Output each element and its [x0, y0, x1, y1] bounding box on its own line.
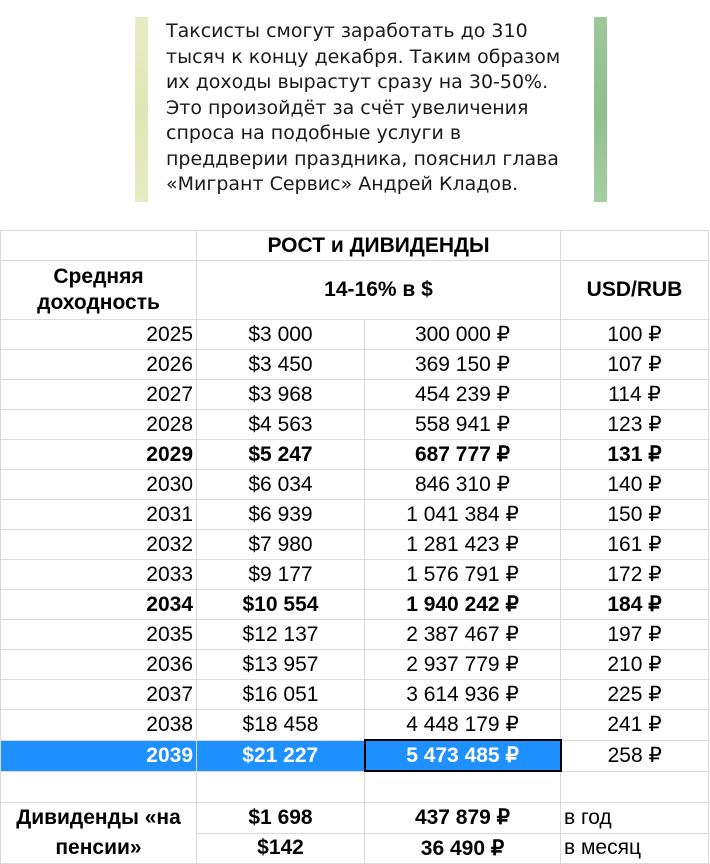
table-row	[1, 560, 709, 590]
spacer-row	[1, 771, 709, 803]
rub-cell: 2 387 467 ₽	[365, 620, 561, 650]
year-cell: 2038	[1, 710, 197, 741]
table-row	[1, 530, 709, 560]
fx-cell: 241 ₽	[561, 710, 709, 741]
dividends-year-unit: в год	[561, 803, 709, 834]
year-cell: 2034	[1, 590, 197, 620]
rub-cell: 1 576 791 ₽	[365, 560, 561, 590]
usd-cell: $5 247	[197, 440, 365, 470]
rub-cell: 687 777 ₽	[365, 440, 561, 470]
table-row	[1, 710, 709, 741]
fx-cell: 100 ₽	[561, 320, 709, 350]
quote-left-bar	[135, 17, 148, 202]
fx-cell: 210 ₽	[561, 650, 709, 680]
table-row	[1, 500, 709, 530]
table-row	[1, 440, 709, 470]
quote-right-bar	[594, 17, 607, 202]
rub-cell: 558 941 ₽	[365, 410, 561, 440]
table-row	[1, 350, 709, 380]
rub-cell: 454 239 ₽	[365, 380, 561, 410]
usd-cell: $4 563	[197, 410, 365, 440]
usd-cell: $3 450	[197, 350, 365, 380]
dividends-month-rub: 36 490 ₽	[365, 833, 561, 864]
dividends-year-rub: 437 879 ₽	[365, 803, 561, 834]
year-cell: 2031	[1, 500, 197, 530]
fx-cell: 197 ₽	[561, 620, 709, 650]
year-cell: 2026	[1, 350, 197, 380]
fx-cell: 258 ₽	[561, 740, 709, 771]
fx-cell: 172 ₽	[561, 560, 709, 590]
table-row	[1, 650, 709, 680]
dividends-year-row	[1, 803, 709, 834]
fx-cell: 140 ₽	[561, 470, 709, 500]
empty-cell	[1, 771, 197, 803]
rub-cell: 1 940 242 ₽	[365, 590, 561, 620]
usd-cell: $7 980	[197, 530, 365, 560]
year-cell: 2036	[1, 650, 197, 680]
dividends-month-usd: $142	[197, 833, 365, 864]
table-row	[1, 410, 709, 440]
fx-cell: 150 ₽	[561, 500, 709, 530]
year-cell: 2025	[1, 320, 197, 350]
rub-cell: 3 614 936 ₽	[365, 680, 561, 710]
year-cell: 2027	[1, 380, 197, 410]
year-cell: 2029	[1, 440, 197, 470]
empty-cell	[1, 231, 197, 261]
empty-cell	[365, 771, 561, 803]
dividends-year-usd: $1 698	[197, 803, 365, 834]
rub-cell: 369 150 ₽	[365, 350, 561, 380]
rub-cell: 300 000 ₽	[365, 320, 561, 350]
rub-cell: 5 473 485 ₽	[365, 740, 561, 771]
fx-cell: 107 ₽	[561, 350, 709, 380]
fx-cell: 114 ₽	[561, 380, 709, 410]
table-row	[1, 470, 709, 500]
rate-label: 14-16% в $	[197, 261, 561, 320]
year-cell: 2035	[1, 620, 197, 650]
fx-cell: 161 ₽	[561, 530, 709, 560]
usd-cell: $13 957	[197, 650, 365, 680]
year-cell: 2037	[1, 680, 197, 710]
dividends-table	[0, 230, 709, 864]
usd-cell: $10 554	[197, 590, 365, 620]
quote-text: Таксисты смогут заработать до 310 тысяч к концу декабря. Таким образом их доходы вырастут сразу на 30-50%. Это произойдёт за счёт увеличения спроса на подобные услуги в преддверии праздника, пояснил глава «Мигрант Сервис» Андрей Кладов.	[166, 20, 561, 195]
usd-cell: $6 939	[197, 500, 365, 530]
usd-cell: $6 034	[197, 470, 365, 500]
year-cell: 2028	[1, 410, 197, 440]
fx-cell: 225 ₽	[561, 680, 709, 710]
empty-cell	[561, 231, 709, 261]
table-row	[1, 620, 709, 650]
fx-label: USD/RUB	[561, 261, 709, 320]
table-row	[1, 680, 709, 710]
dividends-month-unit: в месяц	[561, 833, 709, 864]
usd-cell: $18 458	[197, 710, 365, 741]
table-row	[1, 380, 709, 410]
empty-cell	[561, 771, 709, 803]
rub-cell: 1 281 423 ₽	[365, 530, 561, 560]
year-cell: 2039	[1, 740, 197, 771]
usd-cell: $16 051	[197, 680, 365, 710]
year-cell: 2032	[1, 530, 197, 560]
empty-cell	[197, 771, 365, 803]
avg-yield-label: Средняя доходность	[1, 261, 197, 320]
rub-cell: 4 448 179 ₽	[365, 710, 561, 741]
dividends-label: Дивиденды «на пенсии»	[1, 803, 197, 864]
rub-cell: 2 937 779 ₽	[365, 650, 561, 680]
rub-cell: 1 041 384 ₽	[365, 500, 561, 530]
table-row	[1, 320, 709, 350]
usd-cell: $3 000	[197, 320, 365, 350]
usd-cell: $21 227	[197, 740, 365, 771]
rub-cell: 846 310 ₽	[365, 470, 561, 500]
usd-cell: $3 968	[197, 380, 365, 410]
usd-cell: $12 137	[197, 620, 365, 650]
year-cell: 2030	[1, 470, 197, 500]
table-row	[1, 590, 709, 620]
fx-cell: 184 ₽	[561, 590, 709, 620]
usd-cell: $9 177	[197, 560, 365, 590]
year-cell: 2033	[1, 560, 197, 590]
quote-block	[135, 17, 607, 202]
fx-cell: 131 ₽	[561, 440, 709, 470]
table-title: РОСТ и ДИВИДЕНДЫ	[197, 231, 561, 261]
table-row	[1, 740, 709, 771]
fx-cell: 123 ₽	[561, 410, 709, 440]
